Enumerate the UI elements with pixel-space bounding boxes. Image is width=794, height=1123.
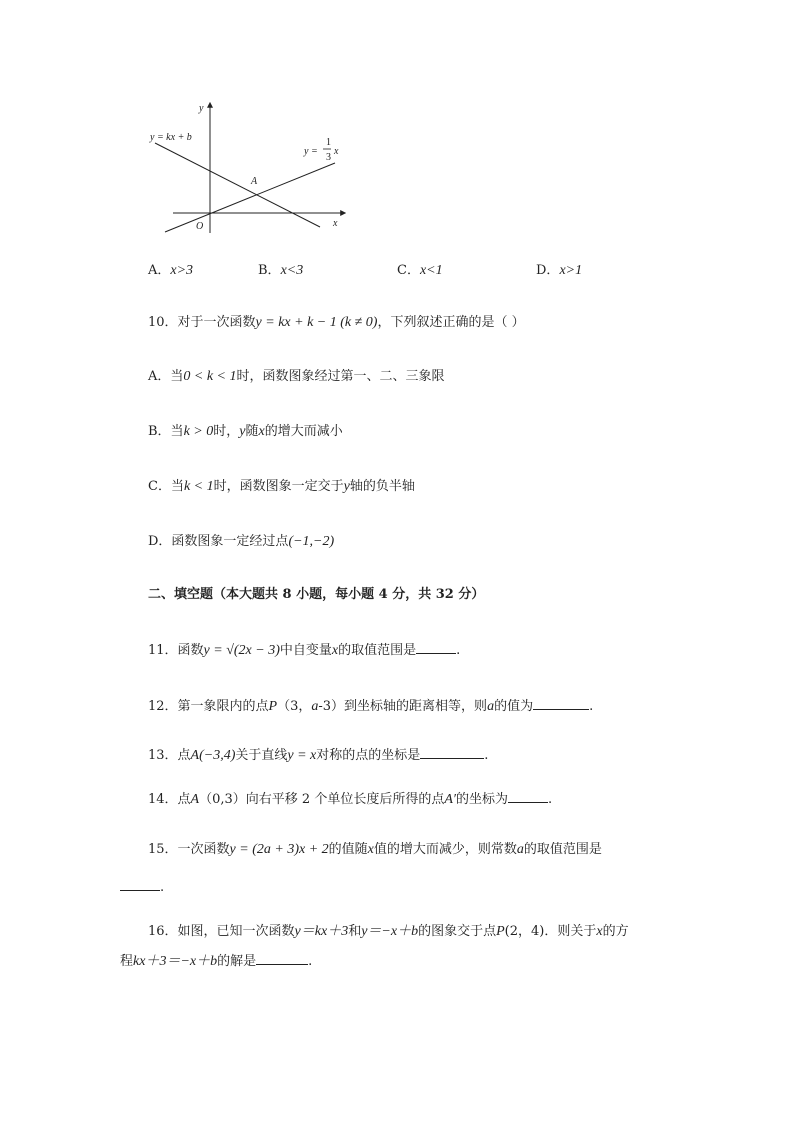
- line-kx-plus-b: [155, 143, 320, 227]
- q9-option-b: B．x<3: [258, 263, 304, 278]
- line2-numerator: 1: [326, 137, 331, 148]
- q11: 11．函数y = √(2x − 3)中自变量x的取值范围是 .: [148, 643, 461, 658]
- function-graph: [145, 95, 355, 240]
- q10-option-d: D．函数图象一定经过点(−1,−2): [148, 534, 335, 549]
- line2-label: y =: [304, 146, 318, 157]
- answer-blank[interactable]: [420, 746, 484, 759]
- q9-option-a: A．x>3: [148, 263, 194, 278]
- q14: 14．点A（0,3）向右平移 2 个单位长度后所得的点A′的坐标为 .: [148, 792, 553, 807]
- q10-option-a: A．当0 < k < 1时，函数图象经过第一、二、三象限: [148, 369, 445, 384]
- q10-option-b: B．当k > 0时，y随x的增大而减小: [148, 424, 343, 439]
- section-2-heading: 二、填空题（本大题共 8 小题，每小题 4 分，共 32 分）: [148, 587, 485, 602]
- q12: 12．第一象限内的点P（3，a-3）到坐标轴的距离相等，则a的值为 .: [148, 699, 594, 714]
- y-axis-label: y: [199, 103, 204, 114]
- line1-label: y = kx + b: [150, 132, 192, 143]
- point-a-label: A: [251, 176, 258, 187]
- answer-blank[interactable]: [533, 697, 589, 710]
- line2-variable: x: [334, 146, 339, 157]
- line2-denominator: 3: [326, 152, 331, 163]
- x-axis-label: x: [333, 218, 338, 229]
- q9-option-c: C．x<1: [397, 263, 443, 278]
- answer-blank[interactable]: [256, 952, 308, 965]
- answer-blank[interactable]: [416, 641, 456, 654]
- q15: 15．一次函数y = (2a + 3)x + 2的值随x值的增大而减少，则常数a的取值范围是: [148, 842, 602, 857]
- q13: 13．点A(−3,4)关于直线y = x对称的点的坐标是 .: [148, 748, 489, 763]
- q16: 16．如图，已知一次函数y＝kx＋3和y＝−x＋b的图象交于点P(2，4)．则关于x的方: [148, 924, 629, 939]
- q9-option-d: D．x>1: [536, 263, 583, 278]
- q15-continued: .: [120, 878, 164, 897]
- q16-continued: 程kx＋3＝−x＋b的解是 .: [120, 954, 313, 969]
- q10-option-c: C．当k < 1时，函数图象一定交于y轴的负半轴: [148, 479, 415, 494]
- answer-blank[interactable]: [508, 790, 548, 803]
- origin-label: O: [196, 221, 204, 232]
- q10-stem: 10．对于一次函数y = kx + k − 1 (k ≠ 0)，下列叙述正确的是（ ）: [148, 315, 525, 330]
- answer-blank[interactable]: [120, 878, 160, 891]
